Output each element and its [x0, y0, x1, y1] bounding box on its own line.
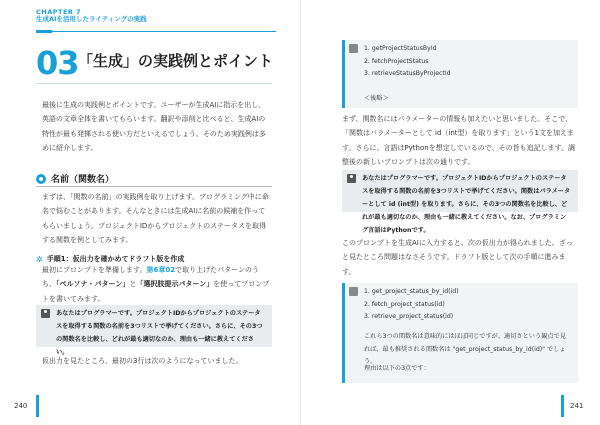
page-number: 241	[570, 402, 584, 410]
section-number: 03	[36, 44, 79, 82]
document-icon	[349, 44, 358, 53]
step-gear-icon: ✲	[36, 254, 43, 264]
subsection-paragraph: まずは、「関数の名前」の実践例を取り上げます。プログラミング中に命名で悩むことがあります。そんなときには生成AIに名前の候補を作ってもらいましょう。プロジェクトIDからプロジェクトのステータスを取得する関数を例としてみます。	[42, 193, 269, 245]
step-title: 手順1：仮出力を確かめてドラフト版を作成	[46, 255, 185, 263]
head-accent-bar	[36, 30, 52, 33]
after-prompt-paragraph: 仮出力を見たところ、最初の3行は次のようになっていました。	[42, 357, 243, 365]
right-paragraph-1: まず、関数名にはパラメーターの情報も加えたいと思いました。そこで、「関数はパラメーターとして id（int型）を取ります」という1文を加えます。さらに、言語はPythonを想定しているので、その旨も追記します。調整後の新しいプロンプトは次の通りです。	[342, 115, 576, 167]
section-title: 「生成」の実践例とポイント	[78, 52, 274, 70]
output-box	[342, 283, 578, 383]
subsection-rule	[36, 186, 272, 187]
chapter-title: 生成AIを活用したライティングの実践	[36, 15, 147, 24]
folio-bar	[561, 395, 564, 417]
output-line: ＜後略＞	[364, 95, 389, 102]
step-text-2: で取り上げたパターンのうち、	[42, 266, 259, 289]
choice-pattern-term: 「選択肢提示パターン」	[136, 280, 214, 289]
prompt-text: あなたはプログラマーです。プロジェクトIDからプロジェクトのステータスを取得する関数の名前を3つリストで挙げてください。関数はパラメーターとして id (int型) を取ります。さらに、その3つの関数名を比較し、どれが最も適切なのか、理由も一緒に教えてください。なお、プログラミング言語はPythonです。	[362, 175, 571, 234]
user-icon	[347, 174, 356, 183]
output-line: 3. retrieve_project_status(id)	[364, 313, 454, 320]
subsection-title: 名前（関数名）	[51, 175, 115, 185]
output-line: 3. retrieveStatusByProjectId	[364, 70, 451, 77]
section-rule	[36, 83, 272, 84]
output-box	[342, 40, 578, 108]
prompt-box	[342, 170, 578, 234]
persona-pattern-term: 「ペルソナ・パターン」	[56, 280, 130, 289]
subsection-heading	[36, 172, 114, 185]
output-line: 1. getProjectStatusById	[364, 45, 437, 52]
step-text-4: を使ってプロンプトを書いてみます。	[42, 280, 270, 303]
output-line: 2. fetchProjectStatus	[364, 57, 429, 65]
output-accent-bar	[342, 40, 345, 108]
output-line: 2. fetch_project_status(id)	[364, 300, 445, 308]
chapter-label: CHAPTER 7	[36, 8, 82, 16]
output-explanation: これら3つの関数名は意味的にはほぼ同じですが、適切さという観点で見れば、最も推奨される関数名は "get_project_status_by_id(id)" でしょう。	[364, 333, 566, 365]
prompt-box	[36, 305, 272, 356]
page-number: 240	[14, 402, 28, 410]
step-text-3: と	[129, 280, 137, 289]
user-icon	[41, 309, 50, 318]
output-line: 1. get_project_status_by_id(id)	[364, 288, 459, 295]
running-head	[36, 9, 147, 24]
prompt-text: あなたはプログラマーです。プロジェクトIDからプロジェクトのステータスを取得する関数の名前を3つリストで挙げてください。さらに、その3つの関数名を比較し、どれが最も適切なのか、理由も一緒に教えてください。	[56, 310, 263, 356]
chapter-reference-link[interactable]: 第6章02	[146, 266, 176, 274]
output-line: 理由は以下の3点です：	[364, 365, 430, 372]
head-rule	[36, 31, 276, 32]
folio-bar	[36, 395, 39, 417]
document-icon	[349, 287, 358, 296]
output-accent-bar	[342, 283, 345, 383]
step-paragraph	[42, 263, 270, 306]
right-paragraph-2: このプロンプトを生成AIに入力すると、次の仮出力が得られました。ざっと見たところ問題はなさそうです。ドラフト版として次の手順に進みます。	[342, 239, 573, 276]
intro-paragraph: 最後に生成の実践例とポイントです。ユーザーが生成AIに指示を出し、英語の文章全体を書いてもらいます。翻訳や添削と比べると、生成AIの特性が最も発揮される使い方だといえるでしょう。そのため実践例は多めに紹介します。	[42, 101, 266, 153]
bullet-circle-icon	[36, 174, 46, 184]
step-text-1: 最初にプロンプトを準備します。	[42, 266, 147, 274]
